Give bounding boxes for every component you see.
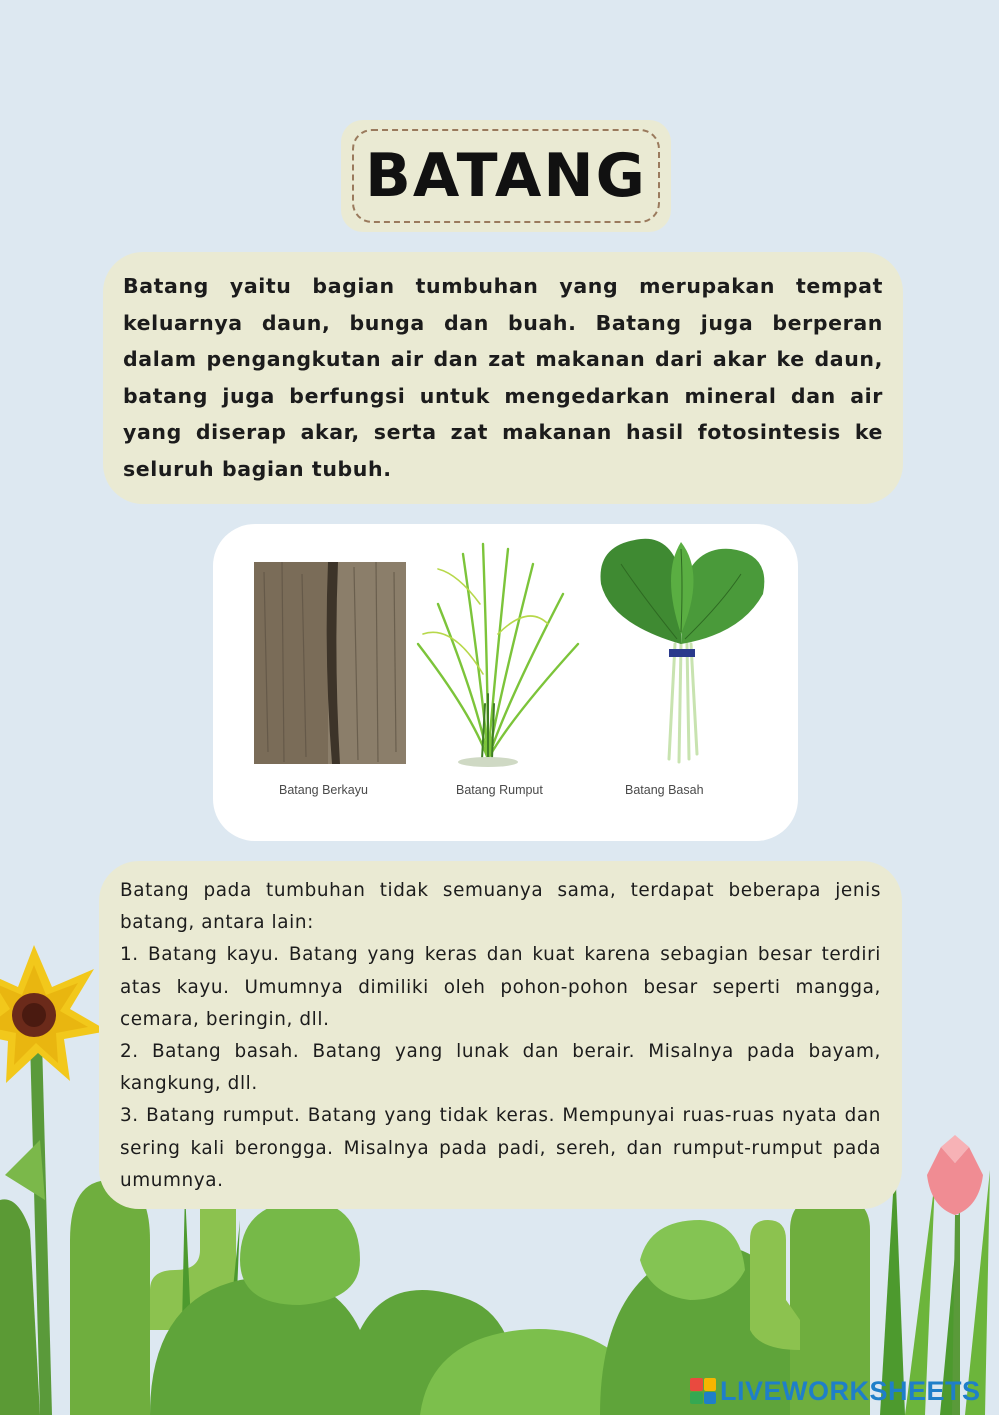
stem-types-card xyxy=(99,861,902,1209)
caption-wet-stem: Batang Basah xyxy=(625,783,704,797)
types-lead-paragraph: Batang pada tumbuhan tidak semuanya sama, terdapat beberapa jenis batang, antara lain: xyxy=(120,880,881,934)
sunflower-icon xyxy=(0,945,108,1083)
intro-card xyxy=(103,252,903,504)
title-dashed-frame xyxy=(352,129,660,223)
leafy-stem-image xyxy=(601,539,765,762)
woody-stem-image xyxy=(254,562,406,764)
tulip-icon xyxy=(927,1135,983,1215)
type-item-grass: 3. Batang rumput. Batang yang tidak keras. Mempunyai ruas-ruas nyata dan sering kali berongga. Misalnya pada padi, sereh, dan rumput-rumput pada umumnya. xyxy=(120,1105,881,1191)
sunflower-leaf xyxy=(5,1140,45,1200)
type-item-wet: 2. Batang basah. Batang yang lunak dan berair. Misalnya pada bayam, kangkung, dll. xyxy=(120,1041,881,1095)
stem-types-image-card xyxy=(213,524,798,841)
title-box xyxy=(341,120,671,232)
liveworksheets-watermark xyxy=(690,1375,981,1407)
intro-paragraph: Batang yaitu bagian tumbuhan yang merupakan tempat keluarnya daun, bunga dan buah. Batang juga berperan dalam pengangkutan air dan zat makanan dari akar ke daun, batang juga berfungsi untuk mengedarkan mineral dan air yang diserap akar, serta zat makanan hasil fotosintesis ke seluruh bagian tubuh. xyxy=(123,274,883,481)
page-title: BATANG xyxy=(365,141,647,211)
caption-grass-stem: Batang Rumput xyxy=(456,783,543,797)
grass-stem-image xyxy=(418,544,578,767)
watermark-text: LIVEWORKSHEETS xyxy=(720,1375,981,1406)
type-item-woody: 1. Batang kayu. Batang yang keras dan kuat karena sebagian besar terdiri atas kayu. Umumnya dimiliki oleh pohon-pohon besar seperti mangga, cemara, beringin, dll. xyxy=(120,944,881,1030)
caption-woody-stem: Batang Berkayu xyxy=(279,783,368,797)
liveworksheets-logo-icon xyxy=(690,1378,716,1404)
